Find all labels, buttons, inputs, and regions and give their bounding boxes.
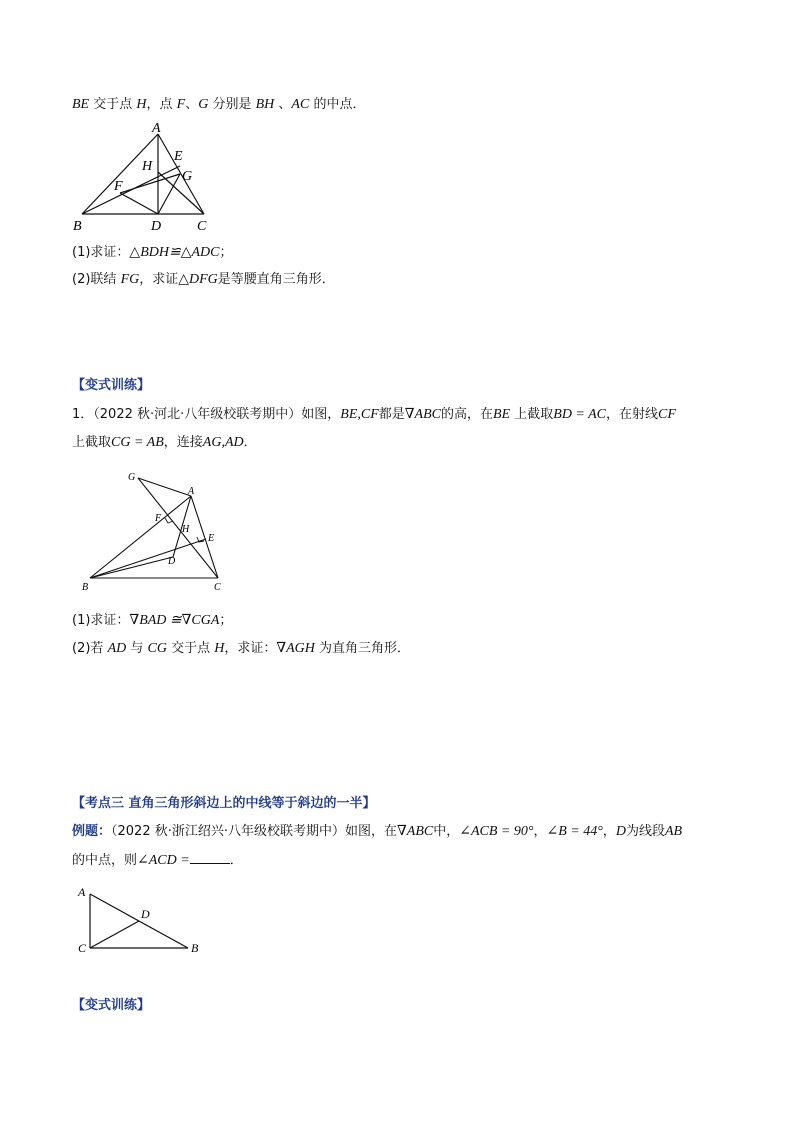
label-e: E <box>174 149 183 164</box>
math-bh: BH <box>255 97 275 112</box>
text: 是等腰直角三角形． <box>217 272 335 287</box>
math: D <box>615 824 626 839</box>
text: ，求证 <box>139 272 179 287</box>
math: CF <box>658 407 676 422</box>
label-a: A <box>152 121 161 136</box>
label-b: B <box>191 941 199 955</box>
text: ， <box>533 824 547 839</box>
math: AG,AD <box>202 435 244 450</box>
text: 交于点 <box>89 97 137 112</box>
label-c: C <box>197 219 207 234</box>
text: ． <box>229 853 243 868</box>
label-e: E <box>208 533 215 544</box>
text: ； <box>219 245 233 260</box>
math-be: BE <box>72 97 90 112</box>
text: ． <box>243 435 257 450</box>
math: AD <box>107 641 127 656</box>
math: ∠ACB = 90° <box>459 824 534 839</box>
section-heading-variant-1: 【变式训练】 <box>72 378 151 393</box>
text: ，在射线 <box>606 407 659 422</box>
math: ∠ACD = <box>137 853 190 868</box>
intro-text <box>72 96 365 114</box>
text: （2022 秋·浙江绍兴·八年级校联考期中）如图，在 <box>111 824 397 839</box>
text: 的中点． <box>309 97 366 112</box>
math: AB <box>664 824 683 839</box>
problem-1-question-1 <box>72 612 232 630</box>
label-b: B <box>82 582 89 593</box>
math-h: H <box>136 97 147 112</box>
example-line-1 <box>72 823 682 841</box>
math: △DFG <box>178 272 218 287</box>
math-g: G <box>198 97 209 112</box>
text: ，求证： <box>224 641 277 656</box>
math: ∇AGH <box>276 641 315 656</box>
label-h: H <box>142 159 153 174</box>
question-1 <box>72 244 232 262</box>
label-c: C <box>78 941 87 955</box>
math: ∠B = 44° <box>546 824 603 839</box>
label-d: D <box>151 219 162 234</box>
text: 分别是 <box>208 97 256 112</box>
text: 的高，在 <box>441 407 494 422</box>
section-heading-topic-3: 【考点三 直角三角形斜边上的中线等于斜边的一半】 <box>72 796 376 811</box>
label-a: A <box>78 885 86 899</box>
text: (2)联结 <box>72 272 121 287</box>
text: 上截取 <box>510 407 554 422</box>
math: CG <box>147 641 167 656</box>
text: ， <box>602 824 616 839</box>
math: BE,CF <box>340 407 379 422</box>
label-b: B <box>73 219 82 234</box>
question-2 <box>72 271 335 289</box>
answer-blank[interactable] <box>190 851 230 864</box>
text: 上截取 <box>72 435 112 450</box>
text: 的中点，则 <box>72 853 138 868</box>
math: ∇ABC <box>397 824 434 839</box>
label-d: D <box>141 907 150 921</box>
label-f: F <box>114 179 123 194</box>
text: ，连接 <box>163 435 203 450</box>
text: 、 <box>274 97 292 112</box>
problem-1-line-1 <box>72 406 676 424</box>
problem-1-line-2 <box>72 434 257 452</box>
math: CG = AB <box>111 435 164 450</box>
example-line-2 <box>72 851 243 870</box>
math: BE <box>493 407 511 422</box>
problem-1-question-2 <box>72 640 410 658</box>
text: 1． <box>72 407 94 422</box>
text: 中， <box>433 824 460 839</box>
example-label: 例题： <box>72 824 112 839</box>
text: 为直角三角形． <box>314 641 411 656</box>
label-c: C <box>214 582 221 593</box>
text: (1)求证： <box>72 245 130 260</box>
text: (1)求证： <box>72 613 130 628</box>
label-d: D <box>168 556 176 567</box>
text: ； <box>219 613 233 628</box>
math-ac: AC <box>291 97 310 112</box>
figure-1-triangle <box>70 120 220 235</box>
math: FG <box>120 272 140 287</box>
math: H <box>214 641 225 656</box>
text: 都是 <box>378 407 405 422</box>
section-heading-variant-2: 【变式训练】 <box>72 998 151 1013</box>
math: △BDH≌△ADC <box>129 245 220 260</box>
text: 、 <box>185 97 199 112</box>
figure-2-triangle <box>80 468 240 598</box>
text: 为线段 <box>625 824 665 839</box>
figure-3-right-triangle <box>76 882 216 962</box>
label-h: H <box>182 524 190 535</box>
math: BD = AC <box>553 407 607 422</box>
label-a: A <box>188 486 195 497</box>
text: （2022 秋·河北·八年级校联考期中）如图， <box>93 407 341 422</box>
text: (2)若 <box>72 641 108 656</box>
text: 交于点 <box>166 641 215 656</box>
math: ∇BAD ≅∇CGA <box>129 613 220 628</box>
label-g: G <box>182 169 193 184</box>
math-f: F <box>176 97 186 112</box>
text: 与 <box>126 641 148 656</box>
label-g: G <box>128 472 136 483</box>
text: ，点 <box>146 97 177 112</box>
math: ∇ABC <box>404 407 441 422</box>
label-f: F <box>155 513 162 524</box>
